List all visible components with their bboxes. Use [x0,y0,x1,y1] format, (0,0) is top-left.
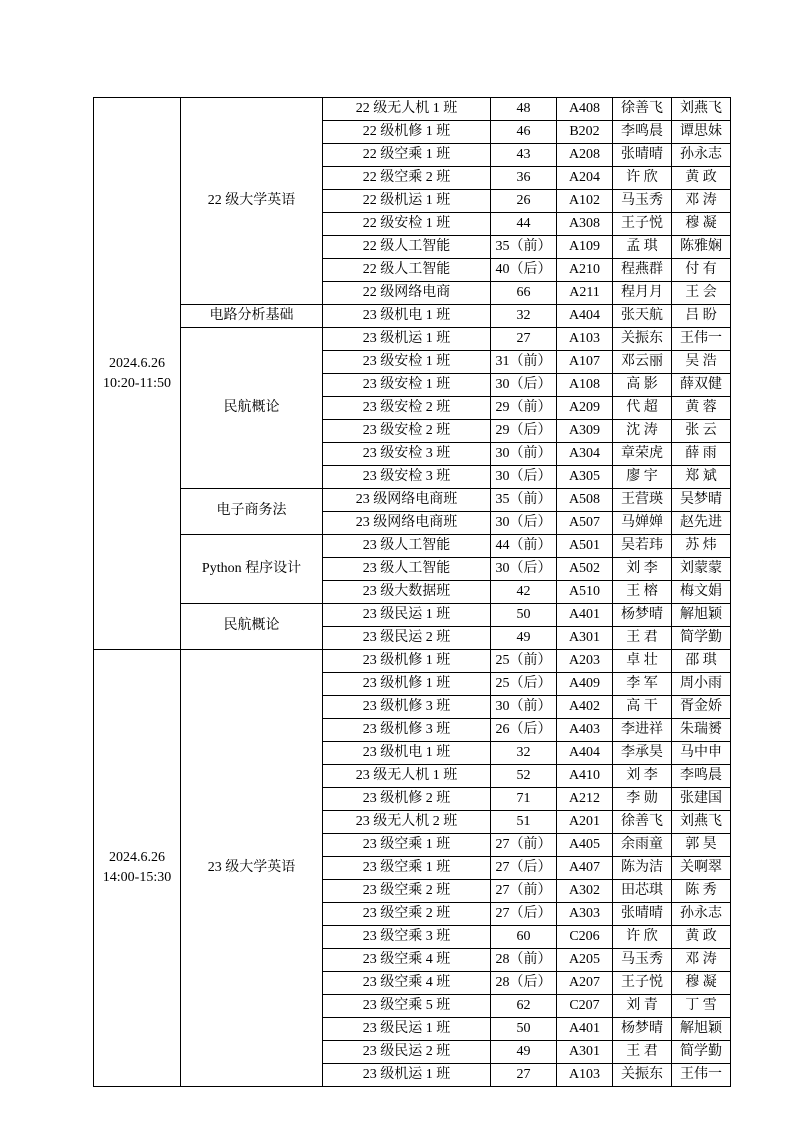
invigilator-2-cell: 孙永志 [672,903,731,926]
invigilator-1-cell: 马玉秀 [613,190,672,213]
student-count-cell: 46 [491,121,557,144]
class-name-cell: 23 级安检 3 班 [323,443,491,466]
invigilator-2-cell: 马中申 [672,742,731,765]
room-cell: C207 [557,995,613,1018]
invigilator-2-cell: 邵 琪 [672,650,731,673]
course-name-cell: 电路分析基础 [181,305,323,328]
invigilator-1-cell: 邓云丽 [613,351,672,374]
invigilator-2-cell: 张建国 [672,788,731,811]
class-name-cell: 23 级机电 1 班 [323,742,491,765]
student-count-cell: 27（后） [491,903,557,926]
class-name-cell: 23 级人工智能 [323,535,491,558]
class-name-cell: 23 级安检 2 班 [323,420,491,443]
invigilator-2-cell: 薛 雨 [672,443,731,466]
class-name-cell: 23 级民运 1 班 [323,604,491,627]
class-name-cell: 23 级安检 1 班 [323,374,491,397]
class-name-cell: 23 级民运 1 班 [323,1018,491,1041]
invigilator-2-cell: 胥金娇 [672,696,731,719]
class-name-cell: 23 级机修 3 班 [323,719,491,742]
room-cell: A410 [557,765,613,788]
room-cell: A502 [557,558,613,581]
invigilator-2-cell: 陈雅娴 [672,236,731,259]
room-cell: A207 [557,972,613,995]
invigilator-1-cell: 许 欣 [613,167,672,190]
invigilator-2-cell: 穆 凝 [672,972,731,995]
invigilator-1-cell: 李 勋 [613,788,672,811]
invigilator-2-cell: 朱瑞赟 [672,719,731,742]
room-cell: A408 [557,98,613,121]
class-name-cell: 23 级民运 2 班 [323,627,491,650]
table-row [94,98,731,121]
room-cell: A201 [557,811,613,834]
student-count-cell: 43 [491,144,557,167]
room-cell: A109 [557,236,613,259]
student-count-cell: 62 [491,995,557,1018]
room-cell: A501 [557,535,613,558]
student-count-cell: 35（前） [491,236,557,259]
room-cell: A510 [557,581,613,604]
student-count-cell: 28（前） [491,949,557,972]
invigilator-1-cell: 王 君 [613,627,672,650]
class-name-cell: 22 级网络电商 [323,282,491,305]
student-count-cell: 28（后） [491,972,557,995]
invigilator-1-cell: 徐善飞 [613,98,672,121]
invigilator-1-cell: 章荣虎 [613,443,672,466]
table-row [94,328,731,351]
invigilator-1-cell: 高 影 [613,374,672,397]
class-name-cell: 23 级人工智能 [323,558,491,581]
invigilator-1-cell: 陈为洁 [613,857,672,880]
invigilator-1-cell: 杨梦晴 [613,604,672,627]
invigilator-1-cell: 张晴晴 [613,903,672,926]
student-count-cell: 30（前） [491,443,557,466]
class-name-cell: 23 级无人机 1 班 [323,765,491,788]
class-name-cell: 23 级空乘 5 班 [323,995,491,1018]
room-cell: A212 [557,788,613,811]
invigilator-1-cell: 卓 壮 [613,650,672,673]
room-cell: A401 [557,1018,613,1041]
invigilator-1-cell: 关振东 [613,328,672,351]
class-name-cell: 22 级安检 1 班 [323,213,491,236]
invigilator-1-cell: 刘 李 [613,765,672,788]
invigilator-2-cell: 梅文娟 [672,581,731,604]
room-cell: A103 [557,328,613,351]
student-count-cell: 25（前） [491,650,557,673]
student-count-cell: 29（后） [491,420,557,443]
invigilator-2-cell: 吕 盼 [672,305,731,328]
invigilator-2-cell: 邓 涛 [672,190,731,213]
invigilator-2-cell: 穆 凝 [672,213,731,236]
class-name-cell: 23 级安检 3 班 [323,466,491,489]
room-cell: A404 [557,305,613,328]
table-row [94,650,731,673]
invigilator-1-cell: 王 榕 [613,581,672,604]
exam-date: 2024.6.26 [109,355,165,371]
invigilator-2-cell: 张 云 [672,420,731,443]
room-cell: A204 [557,167,613,190]
student-count-cell: 50 [491,604,557,627]
student-count-cell: 32 [491,742,557,765]
invigilator-1-cell: 张晴晴 [613,144,672,167]
invigilator-1-cell: 马玉秀 [613,949,672,972]
invigilator-2-cell: 邓 涛 [672,949,731,972]
invigilator-2-cell: 丁 雪 [672,995,731,1018]
room-cell: A108 [557,374,613,397]
invigilator-1-cell: 刘 青 [613,995,672,1018]
student-count-cell: 44 [491,213,557,236]
invigilator-2-cell: 陈 秀 [672,880,731,903]
class-name-cell: 23 级机修 1 班 [323,650,491,673]
student-count-cell: 25（后） [491,673,557,696]
room-cell: A409 [557,673,613,696]
class-name-cell: 22 级空乘 1 班 [323,144,491,167]
exam-schedule-body [94,98,731,1087]
invigilator-1-cell: 刘 李 [613,558,672,581]
exam-date: 2024.6.26 [109,850,165,865]
invigilator-2-cell: 付 有 [672,259,731,282]
course-name-cell: 民航概论 [181,604,323,650]
student-count-cell: 60 [491,926,557,949]
room-cell: A301 [557,627,613,650]
invigilator-2-cell: 解旭颖 [672,1018,731,1041]
room-cell: A210 [557,259,613,282]
class-name-cell: 22 级人工智能 [323,259,491,282]
class-name-cell: 23 级机修 3 班 [323,696,491,719]
class-name-cell: 22 级机修 1 班 [323,121,491,144]
class-name-cell: 23 级空乘 2 班 [323,903,491,926]
class-name-cell: 22 级空乘 2 班 [323,167,491,190]
invigilator-2-cell: 孙永志 [672,144,731,167]
student-count-cell: 66 [491,282,557,305]
room-cell: A102 [557,190,613,213]
invigilator-1-cell: 徐善飞 [613,811,672,834]
student-count-cell: 26（后） [491,719,557,742]
student-count-cell: 50 [491,1018,557,1041]
course-name-cell: Python 程序设计 [181,535,323,604]
class-name-cell: 23 级安检 2 班 [323,397,491,420]
invigilator-2-cell: 吴梦晴 [672,489,731,512]
invigilator-2-cell: 薛双健 [672,374,731,397]
invigilator-2-cell: 刘燕飞 [672,98,731,121]
table-row [94,489,731,512]
invigilator-2-cell: 解旭颖 [672,604,731,627]
course-name-cell: 22 级大学英语 [181,98,323,305]
class-name-cell: 23 级民运 2 班 [323,1041,491,1064]
room-cell: C206 [557,926,613,949]
student-count-cell: 30（后） [491,466,557,489]
student-count-cell: 30（前） [491,696,557,719]
student-count-cell: 26 [491,190,557,213]
room-cell: A203 [557,650,613,673]
invigilator-2-cell: 谭思妹 [672,121,731,144]
room-cell: A403 [557,719,613,742]
invigilator-1-cell: 代 超 [613,397,672,420]
table-row [94,604,731,627]
room-cell: A303 [557,903,613,926]
class-name-cell: 23 级空乘 4 班 [323,949,491,972]
room-cell: A507 [557,512,613,535]
student-count-cell: 35（前） [491,489,557,512]
room-cell: A308 [557,213,613,236]
student-count-cell: 27 [491,328,557,351]
exam-time: 10:20-11:50 [103,375,171,391]
class-name-cell: 22 级人工智能 [323,236,491,259]
room-cell: A305 [557,466,613,489]
invigilator-1-cell: 王子悦 [613,972,672,995]
invigilator-2-cell: 赵先进 [672,512,731,535]
invigilator-2-cell: 黄 蓉 [672,397,731,420]
invigilator-2-cell: 郭 昊 [672,834,731,857]
class-name-cell: 23 级空乘 2 班 [323,880,491,903]
student-count-cell: 31（前） [491,351,557,374]
student-count-cell: 48 [491,98,557,121]
class-name-cell: 23 级网络电商班 [323,489,491,512]
class-name-cell: 23 级机修 1 班 [323,673,491,696]
class-name-cell: 23 级空乘 1 班 [323,857,491,880]
room-cell: A301 [557,1041,613,1064]
invigilator-1-cell: 吴若玮 [613,535,672,558]
student-count-cell: 32 [491,305,557,328]
invigilator-2-cell: 王 会 [672,282,731,305]
invigilator-2-cell: 黄 政 [672,926,731,949]
date-time-cell [94,98,181,650]
room-cell: A309 [557,420,613,443]
student-count-cell: 44（前） [491,535,557,558]
student-count-cell: 27（前） [491,834,557,857]
student-count-cell: 49 [491,1041,557,1064]
invigilator-2-cell: 简学勤 [672,1041,731,1064]
student-count-cell: 42 [491,581,557,604]
table-row [94,535,731,558]
room-cell: A107 [557,351,613,374]
invigilator-2-cell: 关啊翠 [672,857,731,880]
student-count-cell: 36 [491,167,557,190]
invigilator-1-cell: 王营瑛 [613,489,672,512]
student-count-cell: 27（前） [491,880,557,903]
class-name-cell: 23 级机修 2 班 [323,788,491,811]
class-name-cell: 23 级大数据班 [323,581,491,604]
room-cell: A304 [557,443,613,466]
invigilator-1-cell: 沈 涛 [613,420,672,443]
exam-time: 14:00-15:30 [102,870,172,885]
invigilator-2-cell: 李鸣晨 [672,765,731,788]
room-cell: A407 [557,857,613,880]
class-name-cell: 23 级空乘 4 班 [323,972,491,995]
student-count-cell: 30（后） [491,512,557,535]
invigilator-1-cell: 关振东 [613,1064,672,1087]
class-name-cell: 23 级空乘 3 班 [323,926,491,949]
room-cell: A103 [557,1064,613,1087]
class-name-cell: 23 级机运 1 班 [323,1064,491,1087]
invigilator-2-cell: 吴 浩 [672,351,731,374]
student-count-cell: 30（后） [491,374,557,397]
student-count-cell: 51 [491,811,557,834]
invigilator-1-cell: 廖 宇 [613,466,672,489]
invigilator-2-cell: 郑 斌 [672,466,731,489]
invigilator-2-cell: 苏 炜 [672,535,731,558]
room-cell: A209 [557,397,613,420]
room-cell: A508 [557,489,613,512]
invigilator-1-cell: 余雨童 [613,834,672,857]
invigilator-1-cell: 许 欣 [613,926,672,949]
student-count-cell: 49 [491,627,557,650]
student-count-cell: 29（前） [491,397,557,420]
class-name-cell: 23 级无人机 2 班 [323,811,491,834]
student-count-cell: 27 [491,1064,557,1087]
invigilator-1-cell: 王 君 [613,1041,672,1064]
table-row [94,305,731,328]
invigilator-1-cell: 杨梦晴 [613,1018,672,1041]
course-name-cell: 民航概论 [181,328,323,489]
invigilator-1-cell: 张天航 [613,305,672,328]
invigilator-1-cell: 孟 琪 [613,236,672,259]
invigilator-2-cell: 王伟一 [672,328,731,351]
invigilator-1-cell: 高 干 [613,696,672,719]
course-name-cell: 电子商务法 [181,489,323,535]
invigilator-2-cell: 简学勤 [672,627,731,650]
class-name-cell: 23 级安检 1 班 [323,351,491,374]
date-time-cell [94,650,181,1087]
student-count-cell: 30（后） [491,558,557,581]
invigilator-2-cell: 刘燕飞 [672,811,731,834]
exam-schedule-table [93,97,731,1087]
room-cell: A405 [557,834,613,857]
room-cell: A404 [557,742,613,765]
student-count-cell: 40（后） [491,259,557,282]
class-name-cell: 22 级机运 1 班 [323,190,491,213]
invigilator-1-cell: 李鸣晨 [613,121,672,144]
room-cell: A211 [557,282,613,305]
class-name-cell: 23 级空乘 1 班 [323,834,491,857]
room-cell: A402 [557,696,613,719]
room-cell: A302 [557,880,613,903]
invigilator-1-cell: 程月月 [613,282,672,305]
invigilator-2-cell: 黄 政 [672,167,731,190]
invigilator-1-cell: 李承昊 [613,742,672,765]
invigilator-1-cell: 李 军 [613,673,672,696]
student-count-cell: 71 [491,788,557,811]
room-cell: A401 [557,604,613,627]
invigilator-1-cell: 李进祥 [613,719,672,742]
room-cell: B202 [557,121,613,144]
class-name-cell: 23 级机电 1 班 [323,305,491,328]
room-cell: A205 [557,949,613,972]
student-count-cell: 27（后） [491,857,557,880]
invigilator-1-cell: 王子悦 [613,213,672,236]
class-name-cell: 23 级网络电商班 [323,512,491,535]
course-name-cell: 23 级大学英语 [181,650,323,1087]
invigilator-2-cell: 王伟一 [672,1064,731,1087]
class-name-cell: 23 级机运 1 班 [323,328,491,351]
invigilator-2-cell: 刘蒙蒙 [672,558,731,581]
room-cell: A208 [557,144,613,167]
student-count-cell: 52 [491,765,557,788]
invigilator-1-cell: 马婵婵 [613,512,672,535]
class-name-cell: 22 级无人机 1 班 [323,98,491,121]
invigilator-1-cell: 田芯琪 [613,880,672,903]
invigilator-2-cell: 周小雨 [672,673,731,696]
invigilator-1-cell: 程燕群 [613,259,672,282]
